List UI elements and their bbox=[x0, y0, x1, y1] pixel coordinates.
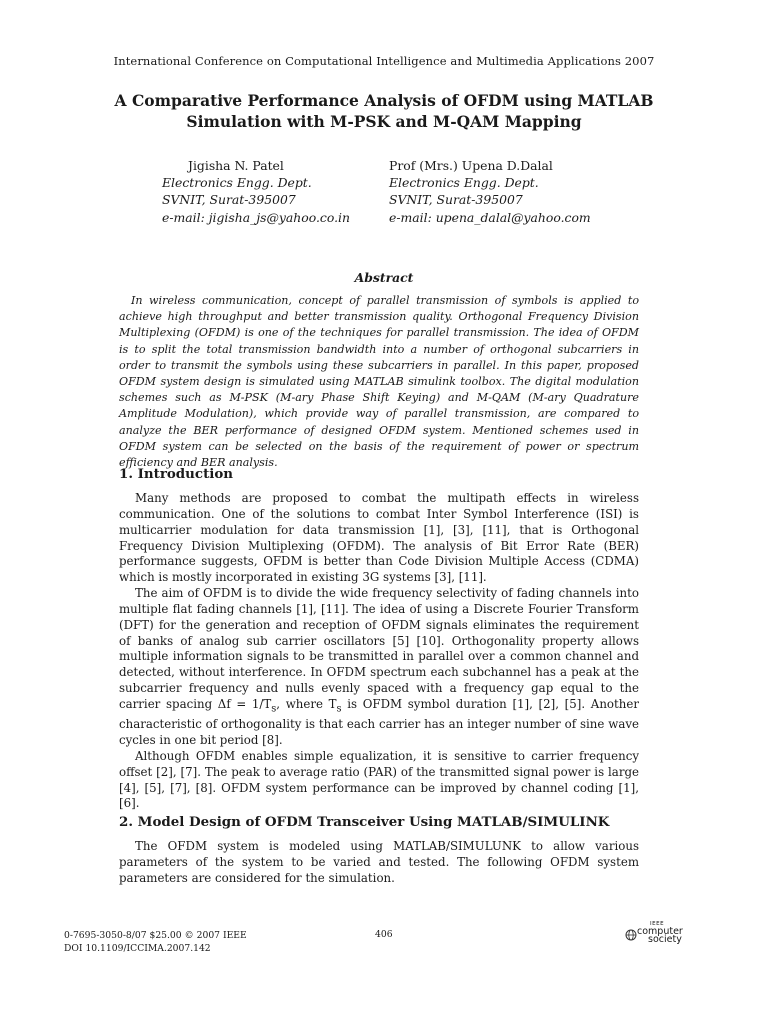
title-line-2: Simulation with M-PSK and M-QAM Mapping bbox=[186, 112, 582, 131]
intro-paragraph-1: Many methods are proposed to combat the multipath effects in wireless communication. One of the solutions to combat Inter Symbol Interference (ISI) is multicarrier modulation for data transmission [1], [3], [11], that is Orthogonal Frequency Division Multiplexing (OFDM). The analysis of Bit Error Rate (BER) performance suggests, OFDM is better than Code Division Multiple Access (CDMA) which is mostly incorporated in existing 3G systems [3], [11]. bbox=[119, 491, 639, 585]
abstract-text: In wireless communication, concept of parallel transmission of symbols is applied to achieve high throughput and better transmission quality. Orthogonal Frequency Division Multiplexing (OFDM) is one of the techniques for parallel transmission. The idea of OFDM is to split the total transmission bandwidth into a number of orthogonal subcarriers in order to transmit the symbols using these subcarriers in parallel. In this paper, proposed OFDM system design is simulated using MATLAB simulink toolbox. The digital modulation schemes such as M-PSK (M-ary Phase Shift Keying) and M-QAM (M-ary Quadrature Amplitude Modulation), which provide way of parallel transmission, are compared to analyze the BER performance of designed OFDM system. Mentioned schemes used in OFDM system can be selected on the basis of the requirement of power or spectrum efficiency and BER analysis. bbox=[119, 294, 639, 470]
section-2-body bbox=[119, 839, 639, 887]
intro-paragraph-3: Although OFDM enables simple equalization, it is sensitive to carrier frequency offset [2], [7]. The peak to average ratio (PAR) of the transmitted signal power is large [4], [5], [7], [8]. OFDM system performance can be improved by channel coding [1], [6]. bbox=[119, 748, 639, 811]
title-line-1: A Comparative Performance Analysis of OFDM using MATLAB bbox=[114, 91, 654, 110]
logo-society-text: society bbox=[648, 934, 682, 945]
author-institute: SVNIT, Surat-395007 bbox=[162, 192, 296, 208]
model-paragraph-1: The OFDM system is modeled using MATLAB/SIMULUNK to allow various parameters of the system to be varied and tested. The following OFDM system parameters are considered for the simulation. bbox=[119, 839, 639, 885]
page-number: 406 bbox=[375, 929, 393, 940]
author-block-2 bbox=[389, 157, 591, 226]
section-1-body bbox=[119, 491, 639, 812]
intro-paragraph-2-text-b: , where T bbox=[276, 696, 337, 711]
paper-title bbox=[80, 90, 688, 132]
logo-ieee-text: IEEE bbox=[650, 921, 665, 927]
footer-isbn: 0-7695-3050-8/07 $25.00 © 2007 IEEE bbox=[64, 930, 247, 941]
author-institute: SVNIT, Surat-395007 bbox=[389, 192, 523, 208]
intro-paragraph-2-text-a: The aim of OFDM is to divide the wide frequency selectivity of fading channels into multiple flat fading channels [1], [11]. The idea of using a Discrete Fourier Transform (DFT) for the generation and reception of OFDM signals eliminates the requirement of banks of analog sub carrier oscillators [5] [10]. Orthogonality property allows multiple information signals to be transmitted in parallel over a common channel and detected, without interference. In OFDM spectrum each subchannel has a peak at the subcarrier frequency and nulls evenly spaced with a frequency gap equal to the carrier spacing Δf = 1/T bbox=[119, 586, 639, 711]
intro-paragraph-2 bbox=[119, 586, 639, 749]
author-dept: Electronics Engg. Dept. bbox=[389, 175, 539, 191]
globe-icon bbox=[625, 929, 637, 941]
abstract-heading: Abstract bbox=[354, 270, 414, 285]
author-name: Prof (Mrs.) Upena D.Dalal bbox=[389, 158, 553, 173]
ieee-computer-society-logo bbox=[625, 920, 705, 954]
author-block-1 bbox=[162, 157, 350, 226]
conference-header: International Conference on Computational Intelligence and Multimedia Applications 2007 bbox=[113, 54, 655, 68]
author-email: e-mail: upena_dalal@yahoo.com bbox=[389, 209, 591, 225]
author-dept: Electronics Engg. Dept. bbox=[162, 175, 312, 191]
author-email: e-mail: jigisha_js@yahoo.co.in bbox=[162, 209, 350, 225]
subscript-s: s bbox=[336, 703, 342, 715]
section-2-heading: 2. Model Design of OFDM Transceiver Using MATLAB/SIMULINK bbox=[119, 814, 610, 830]
section-1-heading: 1. Introduction bbox=[119, 466, 234, 482]
logo-computer-text: computer bbox=[637, 926, 683, 937]
footer-copyright bbox=[64, 929, 247, 955]
intro-paragraph-2-text-c: is OFDM symbol duration [1], [2], [5]. Another characteristic of orthogonality is that each carrier has an integer number of sine wave cycles in one bit period [8]. bbox=[119, 696, 639, 748]
footer-doi: DOI 10.1109/ICCIMA.2007.142 bbox=[64, 943, 211, 954]
subscript-s: s bbox=[271, 703, 277, 715]
author-name: Jigisha N. Patel bbox=[188, 158, 284, 173]
